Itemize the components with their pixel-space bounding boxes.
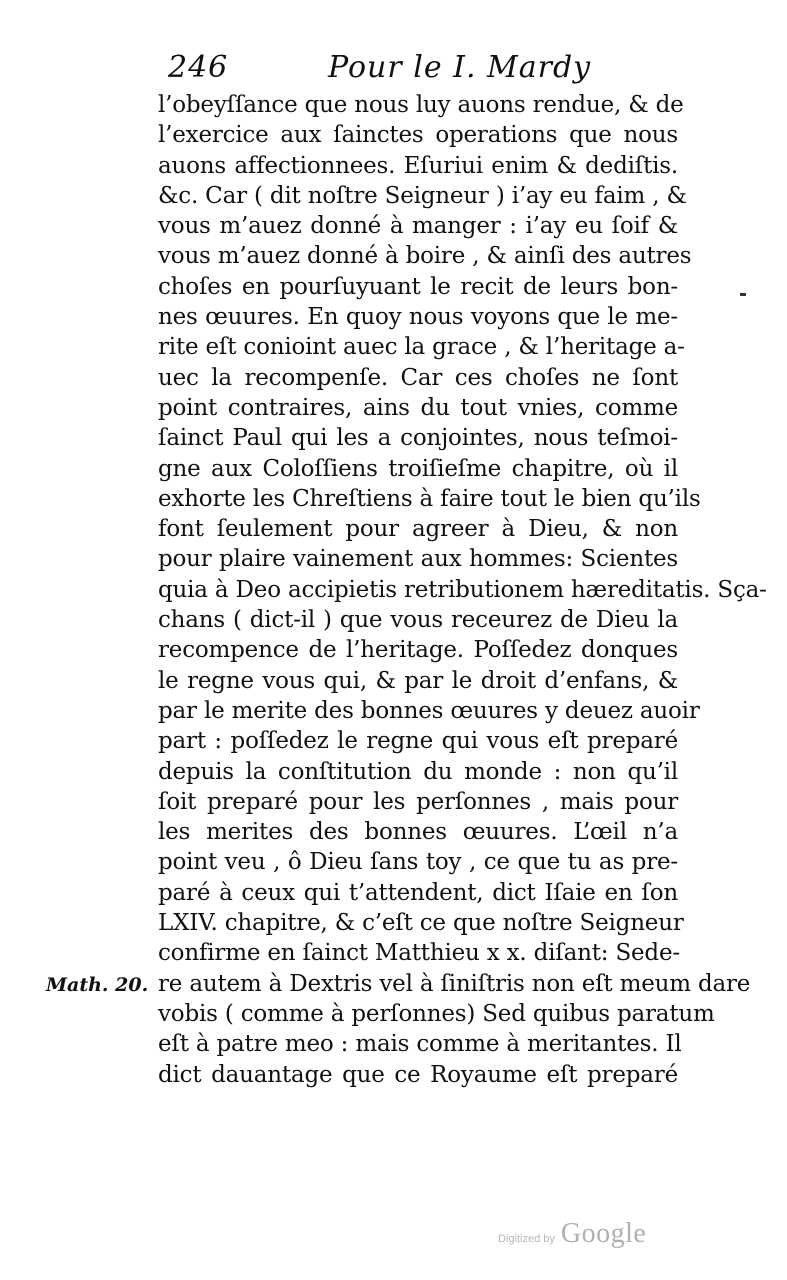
digitized-watermark [498,1218,646,1248]
text-line: point veu , ô Dieu ſans toy , ce que tu as pre- [158,849,678,876]
text-line: les merites des bonnes œuures. L’œil n’a [158,819,678,846]
text-line: nes œuures. En quoy nous voyons que le me- [158,304,678,331]
text-line: dict dauantage que ce Royaume eſt preparé [158,1061,678,1088]
text-line: re autem à Dextris vel à ſiniſtris non eſt meum dare [158,970,751,997]
margin-note: Math. 20. [46,974,149,996]
text-line: vous m’auez donné à boire , & ainſi des autres [158,243,692,270]
text-line: point contraires, ains du tout vnies, comme [158,394,678,421]
text-line: vobis ( comme à perſonnes) Sed quibus paratum [158,1000,715,1027]
text-line: choſes en pourſuyuant le recit de leurs bon- [158,273,678,300]
text-line: recompence de l’heritage. Poſſedez donques [158,637,678,664]
text-line: vous m’auez donné à manger : i’ay eu ſoif & [158,213,678,240]
text-line: eſt à patre meo : mais comme à meritantes. Il [158,1031,682,1058]
text-line: quia à Deo accipietis retributionem hæreditatis. Sça- [158,576,767,603]
text-line: gne aux Coloſſiens troiſieſme chapitre, où il [158,455,678,482]
text-line: chans ( dict-il ) que vous receurez de Dieu la [158,607,678,634]
body-text [158,90,767,1090]
text-line: ſainct Paul qui les a conjointes, nous teſmoi- [158,425,678,452]
text-line: confirme en ſainct Matthieu x x. diſant: Sede- [158,940,680,967]
text-line: par le merite des bonnes œuures y deuez auoir [158,697,700,724]
text-line: font ſeulement pour agreer à Dieu, & non [158,516,678,543]
text-line: &c. Car ( dit noſtre Seigneur ) i’ay eu faim , & [158,182,687,209]
google-logo: Google [560,1218,647,1249]
text-line: auons affectionnees. Eſuriui enim & dediſtis. [158,152,678,179]
text-line: LXIV. chapitre, & c’eſt ce que noſtre Seigneur [158,910,684,937]
text-line: depuis la conſtitution du monde : non qu’il [158,758,678,785]
text-line: l’exercice aux ſainctes operations que nous [158,122,678,149]
page-number: 246 [168,50,229,85]
text-line: exhorte les Chreſtiens à faire tout le bien qu’ils [158,485,701,512]
margin-dash-mark [740,293,746,296]
text-line: l’obeyſſance que nous luy auons rendue, & de [158,92,684,118]
watermark-prefix: Digitized by [498,1233,555,1245]
text-line: le regne vous qui, & par le droit d’enfans, & [158,667,678,694]
text-line: paré à ceux qui t’attendent, dict Iſaie en ſon [158,879,678,906]
text-line: pour plaire vainement aux hommes: Scientes [158,546,678,573]
text-line: uec la recompenſe. Car ces choſes ne ſont [158,364,678,391]
text-line: part : poſſedez le regne qui vous eſt preparé [158,728,678,755]
running-head: Pour le I. Mardy [328,50,592,85]
page-header [168,50,608,94]
text-line: ſoit preparé pour les perſonnes , mais pour [158,788,678,815]
text-line: rite eſt conioint auec la grace , & l’heritage a- [158,334,685,361]
